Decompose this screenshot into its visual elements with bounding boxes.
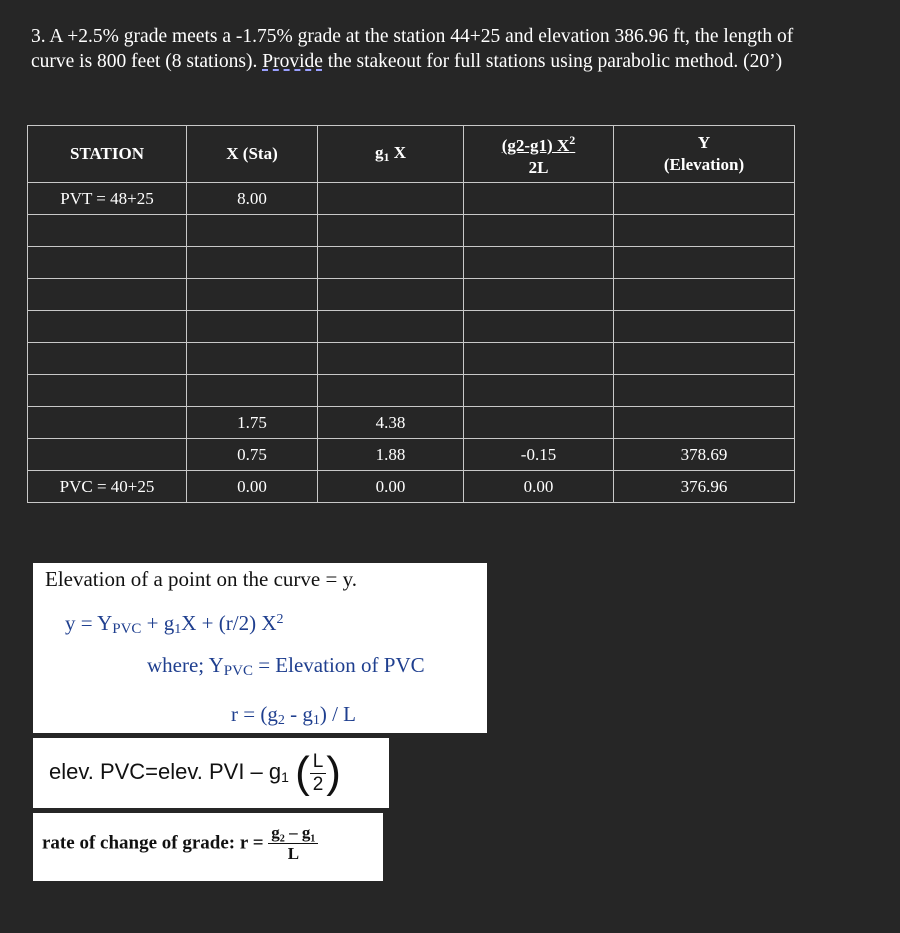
cell-g1x <box>318 247 464 279</box>
table-row <box>28 407 795 439</box>
cell-offset: 0.00 <box>464 471 614 503</box>
rate-equation: rate of change of grade: r = $\frac{\text{g₂ – g₁}}{L}$ <box>42 823 318 864</box>
cell-y <box>614 215 795 247</box>
cell-x: 0.75 <box>187 439 318 471</box>
cell-y <box>614 375 795 407</box>
cell-offset <box>464 183 614 215</box>
cell-g1x: 1.88 <box>318 439 464 471</box>
cell-station <box>28 215 187 247</box>
table-row <box>28 375 795 407</box>
cell-offset <box>464 343 614 375</box>
cell-offset <box>464 279 614 311</box>
cell-offset <box>464 311 614 343</box>
l-over-2-fraction: $\frac{L}{2}$ <box>310 751 327 796</box>
cell-offset <box>464 215 614 247</box>
r-equation: $r = (g_2 - g_1) / L$ <box>231 702 356 728</box>
cell-g1x: 4.38 <box>318 407 464 439</box>
cell-station: PVC = 40+25 <box>28 471 187 503</box>
header-elevation: Y (Elevation) <box>614 126 795 183</box>
cell-x: 8.00 <box>187 183 318 215</box>
question-text <box>31 24 841 74</box>
cell-x <box>187 311 318 343</box>
cell-station: PVT = 48+25 <box>28 183 187 215</box>
cell-x <box>187 279 318 311</box>
table-body <box>28 183 795 503</box>
cell-y <box>614 311 795 343</box>
question-provide-word: Provide <box>262 51 323 72</box>
table-row <box>28 311 795 343</box>
rate-fraction: $\frac{\text{g₂ – g₁}}{L}$ <box>268 823 318 864</box>
cell-x <box>187 343 318 375</box>
cell-station <box>28 375 187 407</box>
table-row <box>28 439 795 471</box>
cell-y <box>614 407 795 439</box>
formula-box-elevation <box>33 563 487 733</box>
cell-x: 1.75 <box>187 407 318 439</box>
cell-g1x <box>318 343 464 375</box>
header-offset: (g2-g1) $X^2$ 2L <box>464 126 614 183</box>
cell-g1x: 0.00 <box>318 471 464 503</box>
header-station: STATION <box>28 126 187 183</box>
table-row <box>28 343 795 375</box>
header-x: X (Sta) <box>187 126 318 183</box>
cell-g1x <box>318 183 464 215</box>
cell-station <box>28 279 187 311</box>
where-definition: where; $Y_{PVC}$ = Elevation of PVC <box>147 653 425 679</box>
cell-g1x <box>318 215 464 247</box>
header-g1x: $g_1$ X <box>318 126 464 183</box>
cell-offset: -0.15 <box>464 439 614 471</box>
pvc-equation: elev. PVC=elev. PVI – $g_1$ ( $\frac{L}{2}$ ) <box>49 748 341 797</box>
cell-offset <box>464 407 614 439</box>
cell-station <box>28 343 187 375</box>
cell-y: 376.96 <box>614 471 795 503</box>
stakeout-table <box>27 125 795 503</box>
cell-station <box>28 407 187 439</box>
cell-offset <box>464 375 614 407</box>
table-row <box>28 183 795 215</box>
cell-y <box>614 279 795 311</box>
cell-y: 378.69 <box>614 439 795 471</box>
cell-x <box>187 247 318 279</box>
question-part1: 3. A +2.5% grade meets a -1.75% grade at the station 44+25 and elevation 386.96 ft, the length of curve is 800 feet (8 stations). <box>31 26 794 72</box>
formula-box-pvc <box>33 738 389 808</box>
cell-x <box>187 375 318 407</box>
cell-station <box>28 311 187 343</box>
cell-y <box>614 183 795 215</box>
cell-x: 0.00 <box>187 471 318 503</box>
y-equation: $y = Y_{PVC} + g_1X + (r/2)$ $X^2$ <box>65 611 284 637</box>
table-row <box>28 247 795 279</box>
table-row <box>28 279 795 311</box>
cell-g1x <box>318 375 464 407</box>
cell-station <box>28 247 187 279</box>
cell-offset <box>464 247 614 279</box>
table-row <box>28 215 795 247</box>
formula-box-rate <box>33 813 383 881</box>
cell-g1x <box>318 311 464 343</box>
table-header-row <box>28 126 795 183</box>
cell-y <box>614 343 795 375</box>
cell-g1x <box>318 279 464 311</box>
cell-y <box>614 247 795 279</box>
table-row <box>28 471 795 503</box>
cell-x <box>187 215 318 247</box>
elevation-definition: Elevation of a point on the curve = y. <box>45 567 357 591</box>
cell-station <box>28 439 187 471</box>
question-part2: the stakeout for full stations using parabolic method. (20’) <box>322 51 783 72</box>
